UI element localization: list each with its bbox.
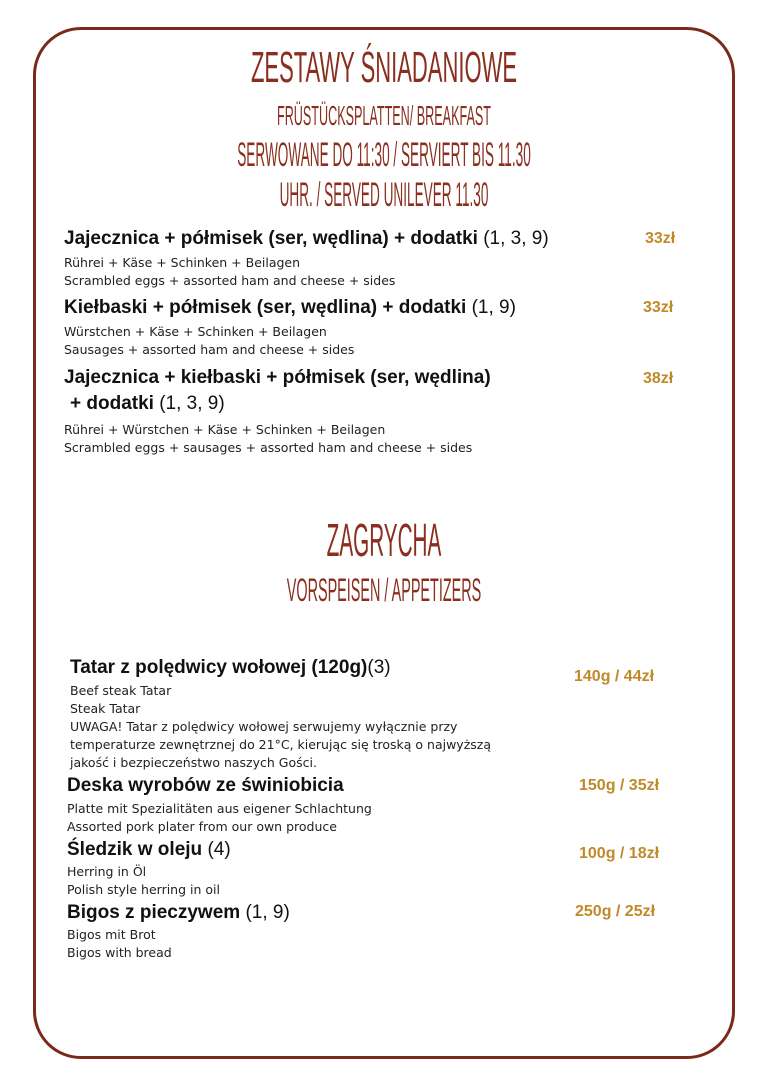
item-name: Kiełbaski + półmisek (ser, wędlina) + dodatki — [64, 297, 467, 318]
breakfast-title: ZESTAWY ŚNIADANIOWE — [250, 43, 518, 92]
item-price: 33zł — [643, 299, 674, 316]
item-name: Śledzik w oleju — [67, 839, 203, 860]
appetizers-subtitle: VORSPEISEN / APPETIZERS — [286, 572, 482, 608]
item-allergens: (1, 9) — [471, 297, 516, 318]
item-name: Tatar z polędwicy wołowej (120g) — [70, 657, 368, 678]
item-price: 100g / 18zł — [579, 845, 660, 862]
item-desc-en: Scrambled eggs + assorted ham and cheese + sides — [64, 273, 396, 288]
item-desc-de: Würstchen + Käse + Schinken + Beilagen — [64, 324, 327, 339]
appetizers-title: ZAGRYCHA — [326, 514, 442, 566]
menu-item — [70, 656, 491, 772]
menu-item — [64, 227, 549, 290]
breakfast-subtitle: FRÜSTÜCKSPLATTEN/ BREAKFAST — [276, 100, 492, 131]
item-desc-de: Rührei + Würstchen + Käse + Schinken + Beilagen — [64, 422, 386, 437]
item-allergens: (1, 3, 9) — [483, 228, 549, 249]
item-name-continued: + dodatki — [70, 393, 154, 414]
item-allergens: (1, 3, 9) — [159, 393, 225, 414]
item-desc-en: Assorted pork plater from our own produce — [67, 819, 337, 834]
item-desc-en: Sausages + assorted ham and cheese + sides — [64, 342, 355, 357]
item-name: Jajecznica + kiełbaski + półmisek (ser, wędlina) — [64, 367, 491, 388]
item-desc-en: Beef steak Tatar — [70, 683, 172, 698]
item-name: Bigos z pieczywem — [67, 902, 241, 923]
item-name: Jajecznica + półmisek (ser, wędlina) + dodatki — [64, 228, 478, 249]
menu-item — [64, 296, 516, 359]
item-allergens: (3) — [367, 657, 391, 678]
menu-item — [64, 366, 491, 457]
item-price: 250g / 25zł — [575, 903, 656, 920]
item-desc-de: Rührei + Käse + Schinken + Beilagen — [64, 255, 301, 270]
item-note: temperaturze zewnętrznej do 21°C, kierując się troską o najwyższą — [70, 737, 491, 752]
item-desc-en: Scrambled eggs + sausages + assorted ham and cheese + sides — [64, 440, 473, 455]
menu-item — [67, 901, 290, 962]
item-note: jakość i bezpieczeństwo naszych Gości. — [70, 755, 317, 770]
menu-item — [67, 774, 372, 836]
item-desc-en: Polish style herring in oil — [67, 882, 220, 897]
item-price: 150g / 35zł — [579, 777, 660, 794]
item-price: 33zł — [645, 230, 676, 247]
item-allergens: (1, 9) — [245, 902, 290, 923]
item-desc-en: Bigos with bread — [67, 945, 172, 960]
menu-item — [67, 838, 231, 899]
breakfast-serving-note: SERWOWANE DO 11:30 / SERVIERT BIS 11.30 UHR. / SERVED UNILEVER 11.30 — [237, 136, 531, 214]
item-name: Deska wyrobów ze świniobicia — [67, 775, 344, 796]
item-note: UWAGA! Tatar z polędwicy wołowej serwujemy wyłącznie przy — [70, 719, 458, 734]
item-desc-de: Steak Tatar — [70, 701, 141, 716]
item-desc-de: Herring in Öl — [67, 864, 147, 879]
item-desc-de: Platte mit Spezialitäten aus eigener Schlachtung — [67, 801, 372, 816]
item-allergens: (4) — [207, 839, 231, 860]
item-price: 140g / 44zł — [574, 668, 655, 685]
item-price: 38zł — [643, 370, 674, 387]
item-desc-de: Bigos mit Brot — [67, 927, 156, 942]
